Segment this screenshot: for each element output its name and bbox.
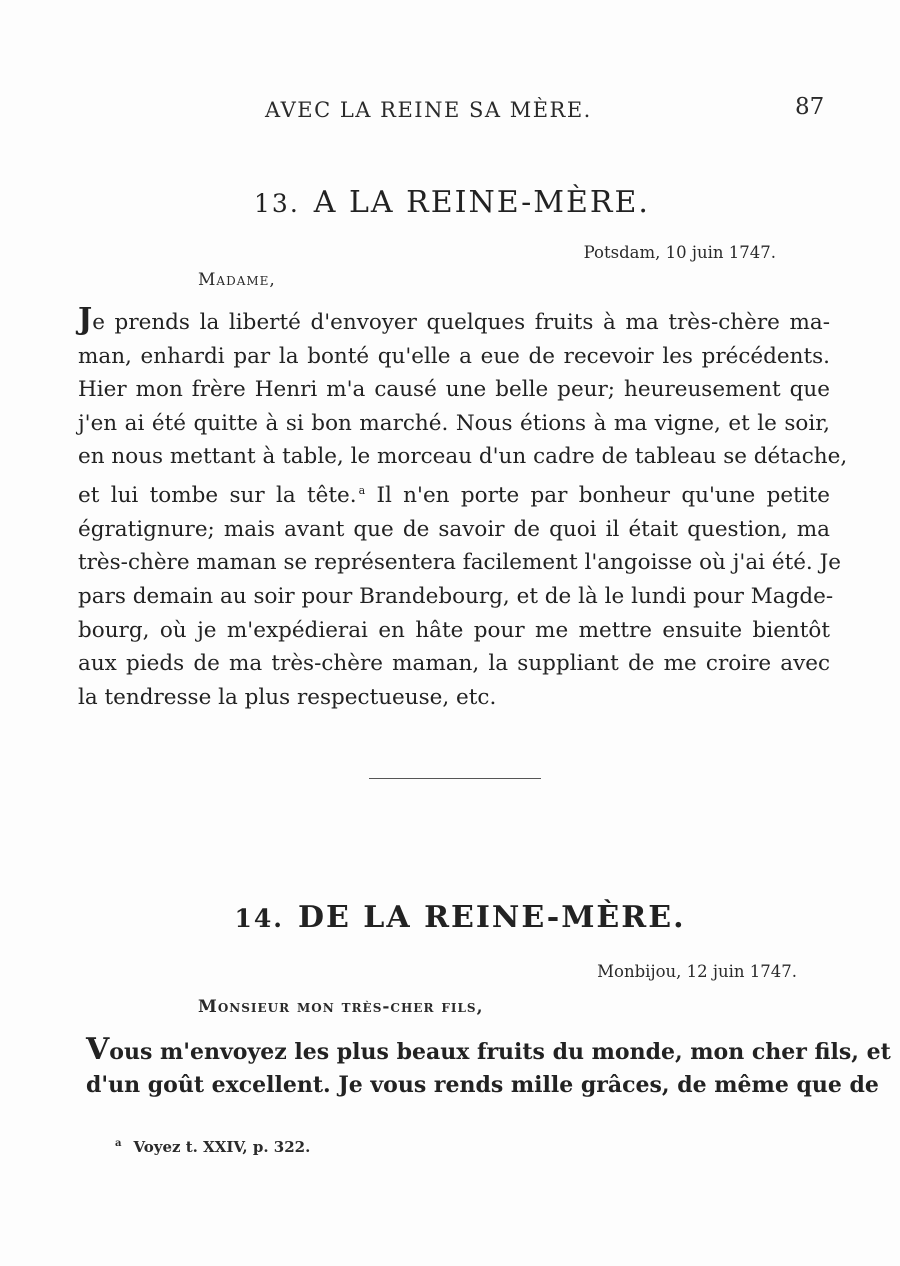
body-line: Vous m'envoyez les plus beaux fruits du monde, mon cher fils, et (86, 1032, 891, 1067)
body-line: Hier mon frère Henri m'a causé une belle peur; heureusement que (78, 377, 830, 403)
letter-13-title: A LA REINE-MÈRE. (313, 185, 650, 220)
section-separator (369, 778, 541, 779)
body-line: man, enhardi par la bonté qu'elle a eue de recevoir les précédents. (78, 343, 830, 369)
body-line: j'en ai été quitte à si bon marché. Nous étions à ma vigne, et le soir, (78, 410, 830, 436)
letter-13-salutation: Madame, (198, 270, 276, 290)
letter-13-dateline: Potsdam, 10 juin 1747. (583, 243, 776, 262)
body-line: bourg, où je m'expédierai en hâte pour me mettre ensuite bientôt (78, 617, 830, 643)
body-line: d'un goût excellent. Je vous rends mille grâces, de même que de (86, 1072, 879, 1098)
footnote (115, 1138, 310, 1156)
body-line: pars demain au soir pour Brandebourg, et de là le lundi pour Magde- (78, 583, 834, 609)
body-line: aux pieds de ma très-chère maman, la suppliant de me croire avec (78, 651, 830, 677)
running-head: AVEC LA REINE SA MÈRE. (265, 98, 592, 122)
letter-14-number: 14. (234, 904, 284, 933)
letter-14-salutation: Monsieur mon très-cher fils, (198, 997, 484, 1017)
dropcap: J (78, 302, 93, 337)
letter-14-title: DE LA REINE-MÈRE. (297, 900, 686, 935)
letter-14-dateline: Monbijou, 12 juin 1747. (597, 962, 797, 981)
footnote-reference: a (358, 483, 366, 497)
footnote-text: Voyez t. XXIV, p. 322. (133, 1138, 311, 1156)
body-line: égratignure; mais avant que de savoir de quoi il était question, ma (78, 516, 830, 542)
body-line: et lui tombe sur la tête. $^a$ Il n'en porte par bonheur qu'une petite (78, 483, 830, 509)
letter-13-heading (2, 185, 900, 220)
body-line: en nous mettant à table, le morceau d'un cadre de tableau se détache, (78, 444, 848, 470)
letter-14-heading (10, 900, 900, 935)
footnote-marker: a (115, 1138, 122, 1149)
page-number: 87 (795, 94, 825, 120)
body-line: la tendresse la plus respectueuse, etc. (78, 684, 497, 710)
letter-14-body (86, 1032, 891, 1102)
dropcap: V (86, 1032, 110, 1067)
body-line: Je prends la liberté d'envoyer quelques fruits à ma très-chère ma- (78, 302, 830, 337)
letter-13-number: 13. (254, 189, 300, 218)
body-line: très-chère maman se représentera facilement l'angoisse où j'ai été. Je (78, 550, 841, 576)
letter-13-body (78, 302, 848, 714)
